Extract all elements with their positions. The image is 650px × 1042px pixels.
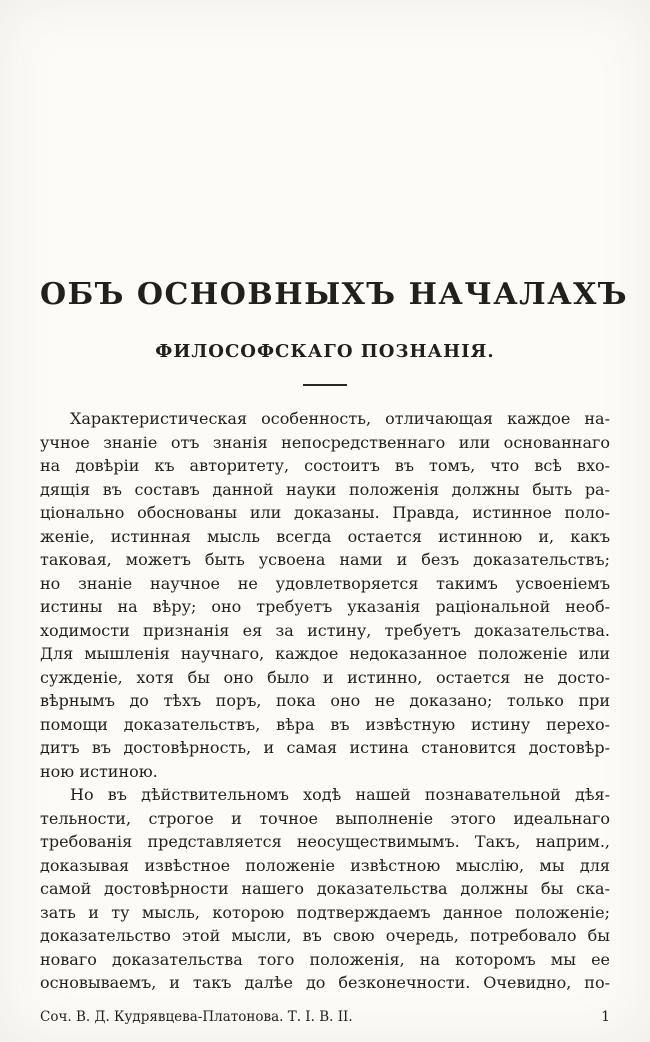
text-line: сужденіе, хотя бы оно было и истинно, остается не досто- xyxy=(40,667,610,687)
text-line: основываемъ, и такъ далѣе до безконечности. Очевидно, по- xyxy=(40,973,610,992)
page-number: 1 xyxy=(601,1009,610,1025)
page-title: ОБЪ ОСНОВНЫХЪ НАЧАЛАХЪ xyxy=(40,277,629,312)
page-subtitle: ФИЛОСОФСКАГО ПОЗНАНІЯ. xyxy=(155,341,495,362)
text-line: требованія представляется неосуществимымъ. Такъ, наприм., xyxy=(40,832,610,851)
text-line: зать и ту мысль, которою подтверждаемъ данное положеніе; xyxy=(40,902,610,922)
text-line: новаго доказательства того положенія, на которомъ мы ее xyxy=(40,949,610,969)
text-line: самой достовѣрности нашего доказательства должны бы ска- xyxy=(40,879,610,898)
text-line: помощи доказательствъ, вѣра въ извѣстную истину перехо- xyxy=(40,714,610,734)
footer-signature: Соч. В. Д. Кудрявцева-Платонова. Т. І. В. ІІ. xyxy=(40,1009,353,1025)
text-line: истины на вѣру; оно требуетъ указанія раціональной необ- xyxy=(40,597,610,616)
text-line: Но въ дѣйствительномъ ходѣ нашей познавательной дѣя- xyxy=(70,785,610,804)
text-line: ціонально обоснованы или доказаны. Правда, истинное поло- xyxy=(40,503,610,522)
divider-rule xyxy=(303,384,347,386)
text-line: дитъ въ достовѣрность, и самая истина становится достовѣр- xyxy=(40,738,610,757)
text-line: но знаніе научное не удовлетворяется такимъ усвоеніемъ xyxy=(40,573,610,593)
text-line: тельности, строгое и точное выполненіе этого идеальнаго xyxy=(40,808,610,828)
text-line: дящія въ составъ данной науки положенія должны быть ра- xyxy=(40,479,610,499)
text-line: ною истиною. xyxy=(40,761,158,781)
text-line: женіе, истинная мысль всегда остается истинною и, какъ xyxy=(40,526,610,546)
page-content xyxy=(40,0,629,995)
text-line: Для мышленія научнаго, каждое недоказанное положеніе или xyxy=(40,644,610,663)
text-line: ходимости признанія ея за истину, требуетъ доказательства. xyxy=(40,620,610,640)
text-line: таковая, можетъ быть усвоена нами и безъ доказательствъ; xyxy=(40,550,610,569)
text-line: учное знаніе отъ знанія непосредственнаго или основаннаго xyxy=(40,432,610,452)
page-footer xyxy=(40,1009,610,1026)
text-line: вѣрнымъ до тѣхъ поръ, пока оно не доказано; только при xyxy=(40,691,610,710)
text-line: доказывая извѣстное положеніе извѣстною мыслію, мы для xyxy=(40,855,610,875)
body-text xyxy=(40,407,610,995)
text-line: доказательство этой мысли, въ свою очередь, потребовало бы xyxy=(40,926,610,945)
text-line: Характеристическая особенность, отличающая каждое на- xyxy=(70,409,610,428)
text-line: на довѣріи къ авторитету, состоитъ въ томъ, что всѣ вхо- xyxy=(40,456,610,475)
